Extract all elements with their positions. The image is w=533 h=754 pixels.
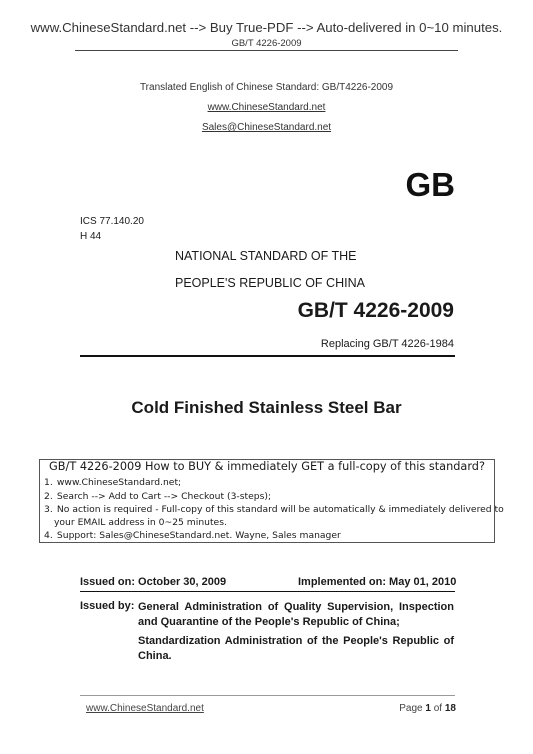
footer-rule bbox=[80, 695, 455, 696]
header-standard-code: GB/T 4226-2009 bbox=[231, 38, 302, 49]
buy-step-text: Search --> Add to Cart --> Checkout (3-steps); bbox=[56, 490, 272, 502]
issued-by-label: Issued by: bbox=[80, 600, 135, 612]
buy-step bbox=[44, 491, 271, 502]
document-title: Cold Finished Stainless Steel Bar bbox=[131, 398, 402, 417]
ics-code: ICS 77.140.20 bbox=[80, 216, 144, 227]
site-link[interactable]: www.ChineseStandard.net bbox=[207, 102, 326, 113]
buy-step bbox=[44, 477, 181, 488]
buy-info-box bbox=[39, 459, 504, 543]
page-indicator bbox=[370, 703, 456, 714]
translated-note: Translated English of Chinese Standard: GB/T4226-2009 bbox=[139, 82, 394, 93]
buy-step-text: Support: Sales@ChineseStandard.net. Wayne, Sales manager bbox=[56, 530, 341, 541]
h-code: H 44 bbox=[80, 231, 102, 242]
header-rule bbox=[75, 50, 458, 51]
issue-rule bbox=[80, 591, 455, 592]
page-number: 1 bbox=[425, 703, 431, 714]
top-banner: www.ChineseStandard.net --> Buy True-PDF --> Auto-delivered in 0~10 minutes. bbox=[30, 20, 503, 35]
buy-step-number: 3. bbox=[44, 504, 53, 515]
national-standard-line2: PEOPLE'S REPUBLIC OF CHINA bbox=[175, 276, 365, 290]
gb-logo: GB bbox=[405, 166, 455, 203]
buy-step-continued bbox=[54, 517, 227, 528]
issued-on-date: Issued on: October 30, 2009 bbox=[80, 576, 227, 588]
buy-step bbox=[44, 504, 504, 515]
email-link[interactable]: Sales@ChineseStandard.net bbox=[201, 122, 332, 133]
buy-box-title: GB/T 4226-2009 How to BUY & immediately GET a full-copy of this standard? bbox=[49, 460, 485, 473]
buy-step-text: www.ChineseStandard.net; bbox=[56, 477, 182, 488]
buy-step-number: 4. bbox=[44, 530, 53, 541]
buy-step-number: 1. bbox=[44, 477, 53, 488]
issuing-organization-2: Standardization Administration of the People's Republic of China. bbox=[138, 635, 454, 662]
buy-step-text: your EMAIL address in 0~25 minutes. bbox=[54, 517, 227, 528]
footer-site-link[interactable]: www.ChineseStandard.net bbox=[86, 703, 204, 714]
national-standard-line1: NATIONAL STANDARD OF THE bbox=[175, 249, 357, 263]
issuing-organization-1: General Administration of Quality Supervision, Inspection and Quarantine of the People's Republic of China; bbox=[138, 601, 454, 628]
main-rule bbox=[80, 355, 455, 357]
page-of: of bbox=[430, 703, 445, 714]
buy-step bbox=[44, 530, 341, 541]
standard-code: GB/T 4226-2009 bbox=[297, 299, 454, 322]
page-total: 18 bbox=[444, 703, 456, 714]
buy-step-number: 2. bbox=[44, 490, 53, 502]
replacing-note: Replacing GB/T 4226-1984 bbox=[320, 338, 454, 350]
buy-step-text: No action is required - Full-copy of this standard will be automatically & immediately delivered to bbox=[56, 504, 504, 515]
page-prefix: Page bbox=[399, 703, 426, 714]
implemented-on-date: Implemented on: May 01, 2010 bbox=[298, 576, 457, 588]
